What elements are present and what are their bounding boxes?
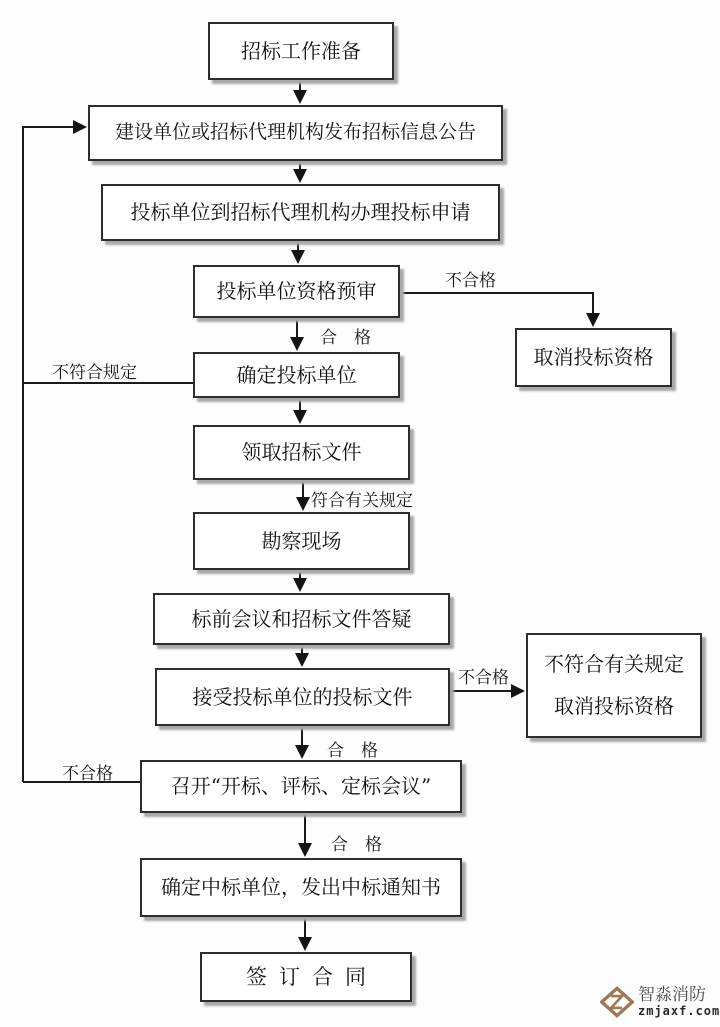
- node-announce: 建设单位或招标代理机构发布招标信息公告: [88, 105, 503, 161]
- node-confirm-winner: 确定中标单位，发出中标通知书: [140, 858, 462, 917]
- watermark-brand: 智淼消防: [638, 984, 706, 1005]
- node-sign-contract: 签订合同: [200, 952, 412, 1002]
- label-qualified-3: 合 格: [331, 835, 382, 855]
- watermark-domain: zmjaxf.com: [638, 1003, 720, 1018]
- label-noncompliant: 不符合规定: [52, 363, 137, 383]
- node-cancel-qualification: 取消投标资格: [515, 328, 672, 387]
- node-confirm-bidders: 确定投标单位: [193, 352, 400, 398]
- watermark: [600, 986, 720, 1018]
- node-prequalify: 投标单位资格预审: [193, 265, 400, 318]
- node-prep: 招标工作准备: [208, 22, 394, 80]
- node-bid-opening-meeting: 召开“开标、评标、定标会议”: [140, 760, 462, 813]
- noncompliant-cancel-line2: 取消投标资格: [554, 694, 674, 718]
- label-unqualified-2: 不合格: [458, 668, 509, 688]
- edge-prequalify-cancel: [400, 293, 593, 325]
- node-site-survey: 勘察现场: [193, 512, 410, 570]
- node-noncompliant-cancel: [526, 633, 702, 738]
- label-qualified-1: 合 格: [320, 328, 371, 348]
- label-qualified-2: 合 格: [327, 741, 378, 761]
- node-pre-bid-meeting: 标前会议和招标文件答疑: [153, 593, 450, 645]
- edge-feedback-to-announce: [23, 127, 85, 782]
- node-apply: 投标单位到招标代理机构办理投标申请: [101, 184, 500, 241]
- label-unqualified-1: 不合格: [445, 271, 496, 291]
- label-compliant: 符合有关规定: [311, 491, 413, 511]
- zhimiao-logo-icon: [600, 986, 634, 1018]
- label-unqualified-3: 不合格: [62, 764, 113, 784]
- node-accept-bid-docs: 接受投标单位的投标文件: [155, 668, 450, 726]
- noncompliant-cancel-line1: 不符合有关规定: [544, 652, 684, 676]
- node-obtain-docs: 领取招标文件: [193, 425, 410, 480]
